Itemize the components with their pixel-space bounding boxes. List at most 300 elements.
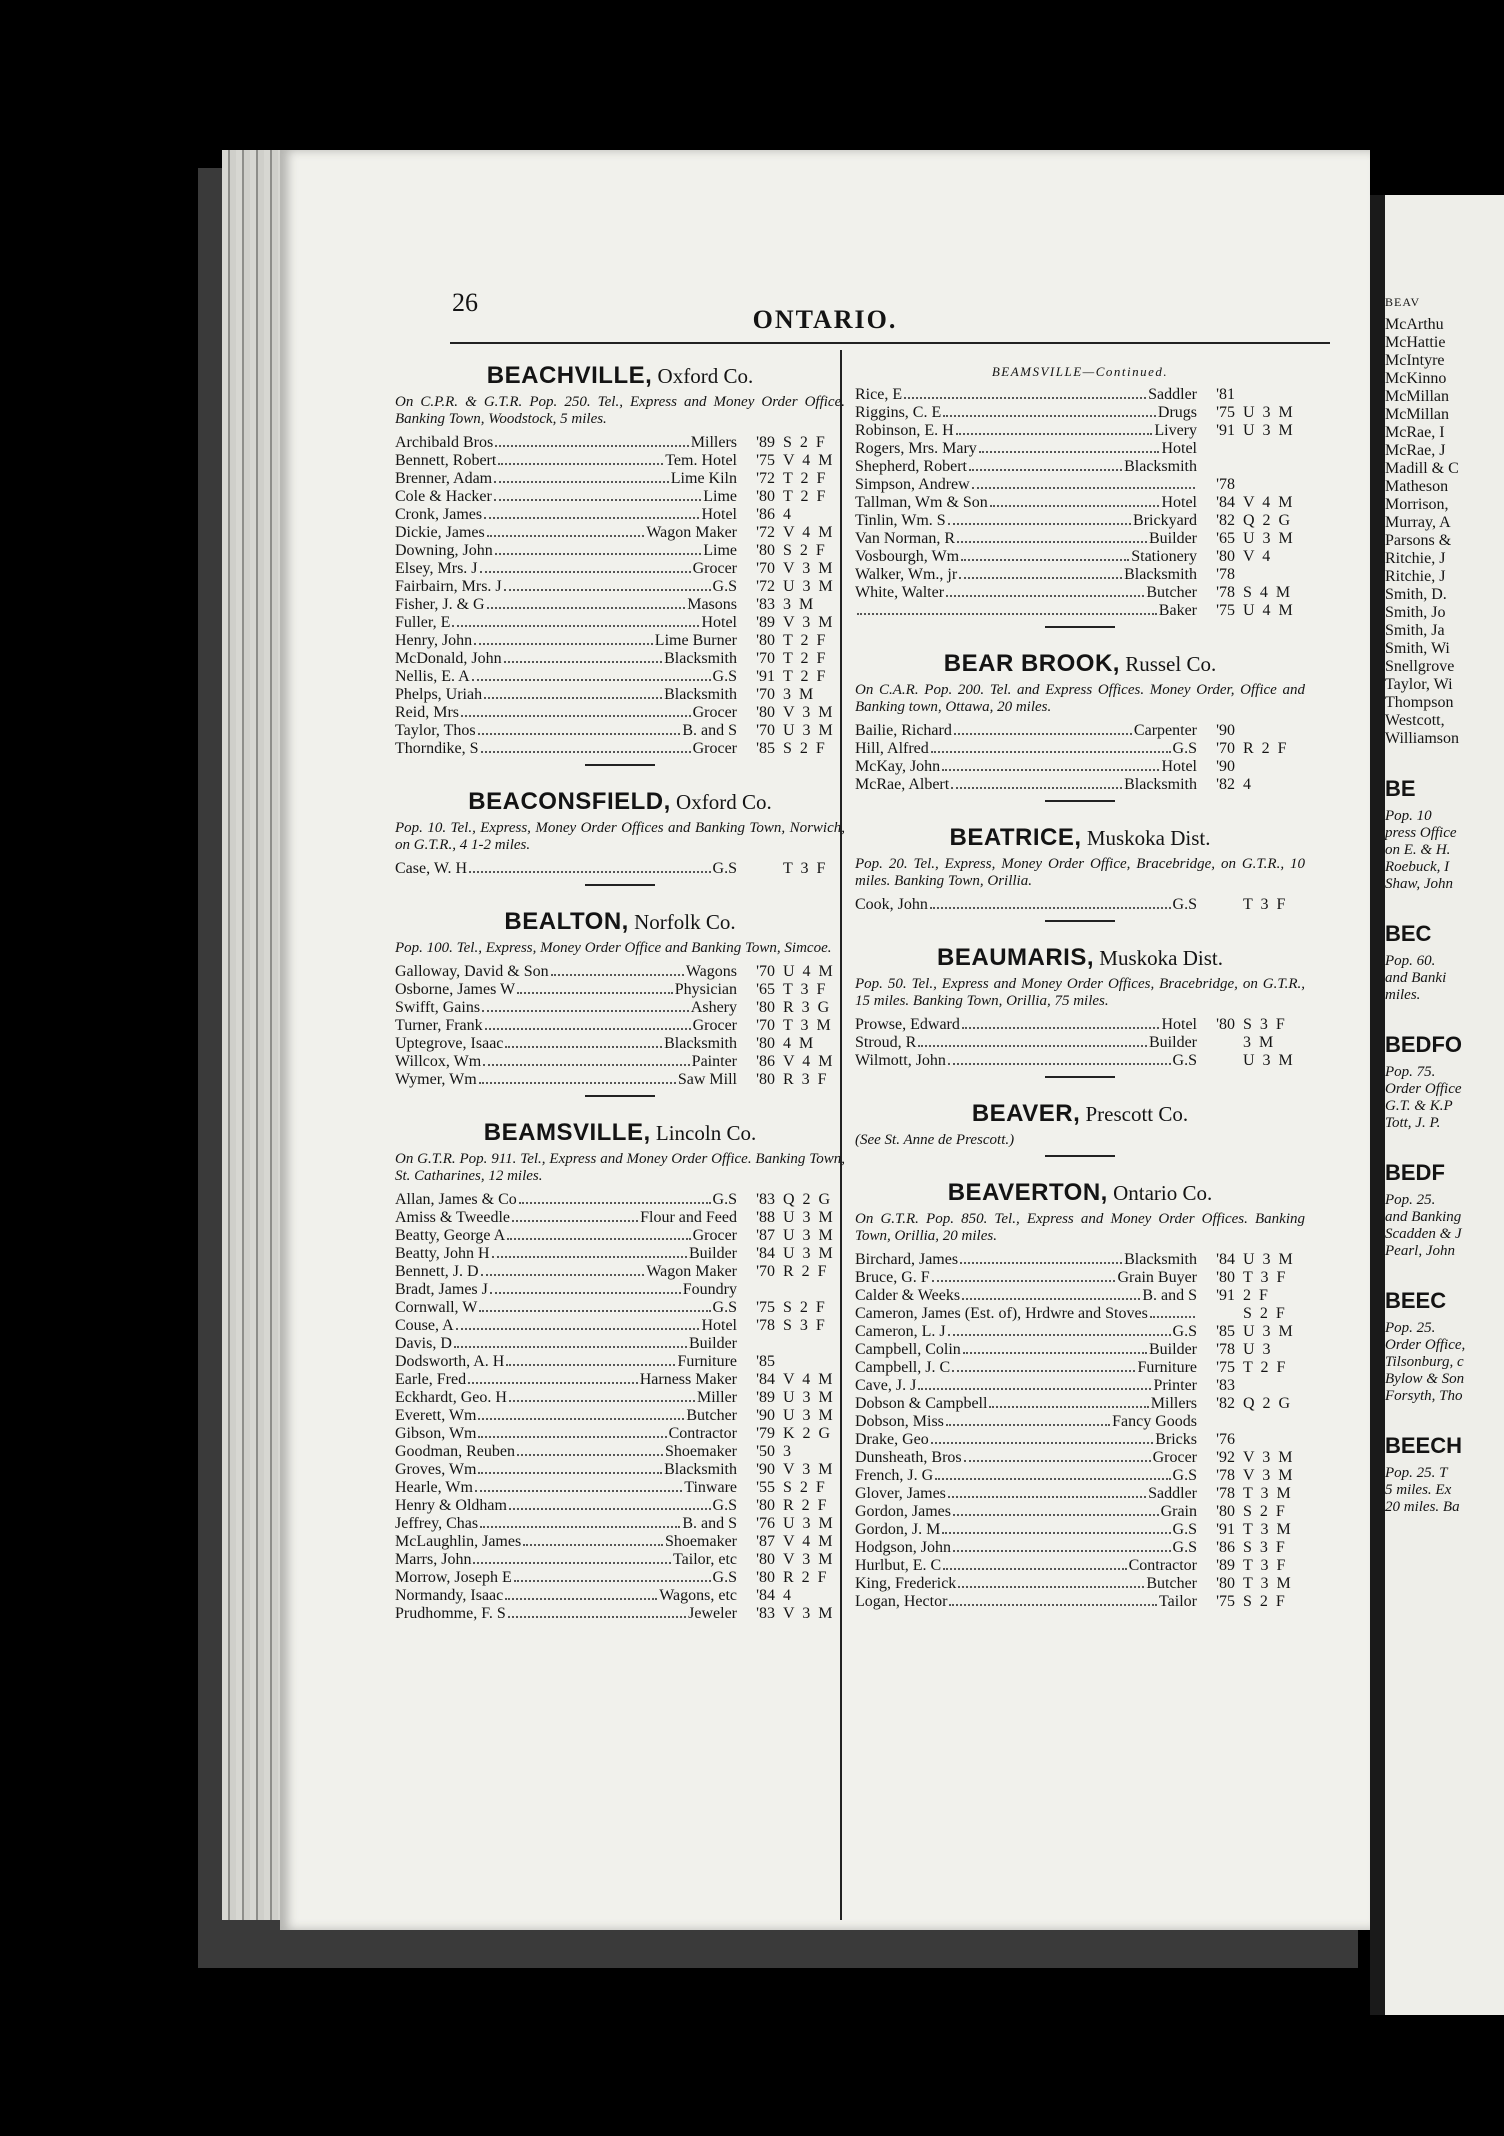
entry-rating: T 3 F xyxy=(783,860,828,877)
dot-leader xyxy=(475,1490,682,1492)
dot-leader xyxy=(953,1514,1159,1516)
entry-trade: Grain xyxy=(1160,1503,1197,1520)
entry-name: Fisher, J. & G xyxy=(395,596,485,613)
entry-trade: Stationery xyxy=(1131,548,1197,565)
entry-rating: V 4 M xyxy=(783,1053,835,1070)
entry-trade: Blacksmith xyxy=(1124,776,1197,793)
entry-trade: Ashery xyxy=(690,999,737,1016)
next-page-line: press Office xyxy=(1385,825,1457,841)
right-column xyxy=(855,362,1305,1633)
entry-trade: G.S xyxy=(712,578,737,595)
entry-rating: T 2 F xyxy=(783,470,828,487)
entry-year: '83 xyxy=(756,1605,775,1622)
town-section xyxy=(395,362,845,766)
entry-rating: S 2 F xyxy=(1243,1503,1287,1520)
town-section xyxy=(855,650,1305,802)
entry-year: '80 xyxy=(756,1497,775,1514)
entry-year: '84 xyxy=(1216,1251,1235,1268)
dot-leader xyxy=(948,1496,1146,1498)
entry-trade: Butcher xyxy=(1146,1575,1197,1592)
dot-leader xyxy=(943,1568,1126,1570)
entry-name: Nellis, E. A xyxy=(395,668,470,685)
entry-rating: 2 F xyxy=(1243,1287,1270,1304)
entry-year: '84 xyxy=(756,1245,775,1262)
entry-trade: Butcher xyxy=(1146,584,1197,601)
next-page-name: Smith, Ja xyxy=(1385,622,1445,639)
entry-year: '70 xyxy=(756,1263,775,1280)
entry-trade: Hotel xyxy=(1161,494,1197,511)
entry-year: '91 xyxy=(1216,1287,1235,1304)
directory-entry xyxy=(855,1305,1305,1323)
dot-leader xyxy=(485,1028,691,1030)
town-section xyxy=(395,1119,845,1623)
next-page-town: BEDFO xyxy=(1385,1032,1462,1057)
entry-rating: 4 M xyxy=(783,1035,816,1052)
entry-name: Cameron, L. J xyxy=(855,1323,946,1340)
entry-name: Campbell, J. C xyxy=(855,1359,951,1376)
entry-rating: R 2 F xyxy=(783,1263,829,1280)
entry-year: '70 xyxy=(756,963,775,980)
directory-entry xyxy=(855,1539,1305,1557)
directory-entry xyxy=(395,1605,845,1623)
next-page-name: Westcott, xyxy=(1385,712,1445,729)
entry-rating: T 3 F xyxy=(783,981,828,998)
town-name: BEAR BROOK, xyxy=(943,650,1120,677)
entry-year: '80 xyxy=(756,999,775,1016)
entry-rating: U 3 M xyxy=(783,722,835,739)
next-page-line: on E. & H. xyxy=(1385,842,1451,858)
dot-leader xyxy=(958,1586,1144,1588)
section-separator xyxy=(1045,1155,1115,1157)
directory-entry xyxy=(395,1353,845,1371)
dot-leader xyxy=(454,1346,687,1348)
entry-year: '80 xyxy=(756,488,775,505)
dot-leader xyxy=(979,451,1160,453)
town-description: On G.T.R. Pop. 850. Tel., Express and Money Order Offices. Banking Town, Orillia, 20 miles. xyxy=(855,1211,1305,1244)
next-page-name: McHattie xyxy=(1385,334,1446,351)
entry-name: Bruce, G. F xyxy=(855,1269,930,1286)
entry-name: Dunsheath, Bros xyxy=(855,1449,962,1466)
entry-trade: Blacksmith xyxy=(1124,458,1197,475)
dot-leader xyxy=(498,463,663,465)
next-page-town: BEEC xyxy=(1385,1288,1447,1313)
entry-rating: V 3 M xyxy=(783,1605,835,1622)
dot-leader xyxy=(481,751,691,753)
directory-entry xyxy=(395,1227,845,1245)
entry-name: Rice, E xyxy=(855,386,903,403)
entry-year: '80 xyxy=(1216,1503,1235,1520)
directory-entry xyxy=(855,1377,1305,1395)
entry-rating: S 2 F xyxy=(783,542,827,559)
next-page-name: Ritchie, J xyxy=(1385,568,1446,585)
entry-name: Hurlbut, E. C xyxy=(855,1557,942,1574)
directory-entry xyxy=(395,1587,845,1605)
directory-entry xyxy=(395,1035,845,1053)
entry-year: '75 xyxy=(1216,602,1235,619)
entry-name: Thorndike, S xyxy=(395,740,479,757)
entry-year: '78 xyxy=(756,1317,775,1334)
continued-entries xyxy=(855,386,1305,628)
entry-rating: S 2 F xyxy=(783,1299,827,1316)
dot-leader xyxy=(508,1616,686,1618)
entry-name: Bennett, J. D xyxy=(395,1263,479,1280)
next-page-name: Snellgrove xyxy=(1385,658,1455,675)
directory-entry xyxy=(395,1245,845,1263)
town-heading xyxy=(855,824,1305,852)
entry-name: Gordon, J. M xyxy=(855,1521,941,1538)
entry-rating: V 3 M xyxy=(1243,1449,1295,1466)
county-name: Lincoln Co. xyxy=(655,1121,757,1145)
directory-entry xyxy=(855,440,1305,458)
directory-entry xyxy=(395,1017,845,1035)
directory-entry xyxy=(855,1413,1305,1431)
dot-leader xyxy=(948,1063,1171,1065)
entry-year: '82 xyxy=(1216,512,1235,529)
dot-leader xyxy=(990,505,1160,507)
entry-rating: V 3 M xyxy=(783,614,835,631)
entry-year: '80 xyxy=(756,1035,775,1052)
entry-year: '70 xyxy=(756,722,775,739)
entry-trade: Hotel xyxy=(1161,758,1197,775)
directory-entry xyxy=(855,1503,1305,1521)
entry-year: '80 xyxy=(756,632,775,649)
entry-trade: Lime Burner xyxy=(654,632,737,649)
entry-year: '65 xyxy=(756,981,775,998)
entry-rating: V 4 xyxy=(1243,548,1273,565)
entry-name: Willcox, Wm xyxy=(395,1053,482,1070)
entry-name: Rogers, Mrs. Mary xyxy=(855,440,977,457)
dot-leader xyxy=(514,1580,711,1582)
entry-rating: T 3 F xyxy=(1243,1269,1288,1286)
section-separator xyxy=(1045,1076,1115,1078)
county-name: Norfolk Co. xyxy=(634,910,736,934)
next-page-line: and Banki xyxy=(1385,970,1447,986)
entry-rating: V 3 M xyxy=(783,704,835,721)
entry-trade: Hotel xyxy=(701,614,737,631)
entry-trade: Blacksmith xyxy=(664,1035,737,1052)
entry-trade: Masons xyxy=(687,596,737,613)
directory-entry xyxy=(855,1395,1305,1413)
dot-leader xyxy=(487,607,686,609)
entry-trade: G.S xyxy=(712,1191,737,1208)
entry-trade: B. and S xyxy=(682,1515,737,1532)
next-page-name: Madill & C xyxy=(1385,460,1459,477)
dot-leader xyxy=(960,1262,1122,1264)
dot-leader xyxy=(456,1328,700,1330)
entry-rating: V 3 M xyxy=(1243,1467,1295,1484)
next-page-name: McRae, J xyxy=(1385,442,1446,459)
entry-name: King, Frederick xyxy=(855,1575,957,1592)
county-name: Muskoka Dist. xyxy=(1099,946,1223,970)
directory-entry xyxy=(395,524,845,542)
dot-leader xyxy=(509,1508,711,1510)
dot-leader xyxy=(452,625,699,627)
entry-name: Fairbairn, Mrs. J xyxy=(395,578,502,595)
dot-leader xyxy=(951,787,1122,789)
entry-trade: Builder xyxy=(1149,1341,1197,1358)
dot-leader xyxy=(490,1292,681,1294)
dot-leader xyxy=(930,907,1171,909)
town-heading xyxy=(395,1119,845,1147)
dot-leader xyxy=(494,499,701,501)
entry-year: '90 xyxy=(1216,758,1235,775)
entry-name: White, Walter xyxy=(855,584,945,601)
directory-entry xyxy=(855,404,1305,422)
directory-entry xyxy=(395,452,845,470)
entry-year: '87 xyxy=(756,1227,775,1244)
entry-rating: U 3 M xyxy=(1243,422,1295,439)
dot-leader xyxy=(904,397,1146,399)
dot-leader xyxy=(487,535,645,537)
dot-leader xyxy=(507,1238,690,1240)
entry-year: '72 xyxy=(756,578,775,595)
entry-name: Earle, Fred xyxy=(395,1371,467,1388)
town-description: Pop. 20. Tel., Express, Money Order Office, Bracebridge, on G.T.R., 10 miles. Banking Town, Orillia. xyxy=(855,856,1305,889)
entry-trade: G.S xyxy=(1172,896,1197,913)
dot-leader xyxy=(918,1045,1147,1047)
county-name: Oxford Co. xyxy=(676,790,772,814)
directory-entry xyxy=(395,1515,845,1533)
entry-year: '83 xyxy=(1216,1377,1235,1394)
entry-trade: Hotel xyxy=(701,1317,737,1334)
next-page-name: Morrison, xyxy=(1385,496,1449,513)
entry-name: Calder & Weeks xyxy=(855,1287,961,1304)
directory-entry xyxy=(395,1263,845,1281)
section-separator xyxy=(585,884,655,886)
dot-leader xyxy=(479,1082,676,1084)
next-page-line: 5 miles. Ex xyxy=(1385,1482,1452,1498)
town-description: On G.T.R. Pop. 911. Tel., Express and Money Order Office. Banking Town, St. Catharines, 12 miles. xyxy=(395,1151,845,1184)
entry-rating: S 3 F xyxy=(1243,1016,1287,1033)
entry-trade: Carpenter xyxy=(1133,722,1197,739)
page-title: ONTARIO. xyxy=(752,305,898,334)
entry-name: Archibald Bros xyxy=(395,434,494,451)
entry-trade: Blacksmith xyxy=(1124,1251,1197,1268)
entry-name: Groves, Wm xyxy=(395,1461,477,1478)
entry-trade: Hotel xyxy=(1161,1016,1197,1033)
town-heading xyxy=(395,362,845,390)
town-heading xyxy=(855,650,1305,678)
entry-name: Dodsworth, A. H xyxy=(395,1353,505,1370)
next-page-name: McRae, I xyxy=(1385,424,1445,441)
entry-year: '70 xyxy=(756,560,775,577)
next-page-line: Tott, J. P. xyxy=(1385,1115,1441,1131)
dot-leader xyxy=(480,571,691,573)
entry-name: Walker, Wm., jr xyxy=(855,566,958,583)
town-name: BEAUMARIS, xyxy=(937,944,1095,971)
entry-year: '78 xyxy=(1216,566,1235,583)
entry-name: Case, W. H xyxy=(395,860,467,877)
entry-name: Amiss & Tweedle xyxy=(395,1209,511,1226)
entry-rating: R 2 F xyxy=(1243,740,1289,757)
entry-year: '91 xyxy=(1216,1521,1235,1538)
entry-name: Stroud, R xyxy=(855,1034,917,1051)
entry-rating: U 3 M xyxy=(783,578,835,595)
town-description: On C.P.R. & G.T.R. Pop. 250. Tel., Express and Money Order Office. Banking Town, Woodstock, 5 miles. xyxy=(395,394,845,427)
entry-name: Henry, John xyxy=(395,632,473,649)
entry-trade: Grocer xyxy=(692,740,737,757)
dot-leader xyxy=(519,1202,711,1204)
entry-trade: Blacksmith xyxy=(664,650,737,667)
entry-trade: G.S xyxy=(1172,740,1197,757)
dot-leader xyxy=(504,589,711,591)
entry-name: Morrow, Joseph E xyxy=(395,1569,512,1586)
dot-leader xyxy=(962,1298,1140,1300)
dot-leader xyxy=(918,1388,1151,1390)
entry-name: Prudhomme, F. S xyxy=(395,1605,506,1622)
entry-trade: Wagons, etc xyxy=(659,1587,737,1604)
next-page-name: Smith, Wi xyxy=(1385,640,1450,657)
dot-leader xyxy=(473,1562,671,1564)
entry-trade: Shoemaker xyxy=(665,1443,737,1460)
entry-year: '50 xyxy=(756,1443,775,1460)
next-page-edge xyxy=(1385,195,1504,2015)
entry-name: Hodgson, John xyxy=(855,1539,952,1556)
dot-leader xyxy=(517,1454,663,1456)
entry-trade: Tailor, etc xyxy=(673,1551,737,1568)
town-section xyxy=(855,944,1305,1078)
entry-name: Cronk, James xyxy=(395,506,483,523)
entry-name: Eckhardt, Geo. H xyxy=(395,1389,507,1406)
next-page-line: Shaw, John xyxy=(1385,876,1454,892)
county-name: Ontario Co. xyxy=(1113,1181,1213,1205)
directory-entry xyxy=(395,981,845,999)
entry-year: '75 xyxy=(756,1299,775,1316)
section-separator xyxy=(585,1095,655,1097)
entry-trade: Builder xyxy=(689,1335,737,1352)
directory-entry xyxy=(395,614,845,632)
entry-year: '72 xyxy=(756,524,775,541)
entry-year: '70 xyxy=(756,650,775,667)
entry-name: Normandy, Isaac xyxy=(395,1587,504,1604)
entry-name: Beatty, John H xyxy=(395,1245,490,1262)
dot-leader xyxy=(962,1027,1160,1029)
entry-year: '75 xyxy=(756,452,775,469)
entry-rating: U 3 M xyxy=(1243,404,1295,421)
entry-year: '78 xyxy=(1216,584,1235,601)
entry-year: '76 xyxy=(756,1515,775,1532)
entry-year: '75 xyxy=(1216,1593,1235,1610)
entry-trade: G.S xyxy=(1172,1539,1197,1556)
entry-year: '88 xyxy=(756,1209,775,1226)
directory-entry xyxy=(395,1281,845,1299)
dot-leader xyxy=(551,974,684,976)
entry-year: '85 xyxy=(756,1353,775,1370)
entry-rating: 3 M xyxy=(1243,1034,1276,1051)
entry-trade: Contractor xyxy=(1128,1557,1197,1574)
directory-entry xyxy=(395,1317,845,1335)
entry-rating: 3 xyxy=(783,1443,793,1460)
entry-year: '91 xyxy=(1216,422,1235,439)
entry-rating: V 4 M xyxy=(783,452,835,469)
dot-leader xyxy=(478,1436,666,1438)
entry-trade: Saddler xyxy=(1148,386,1197,403)
entry-name: McRae, Albert xyxy=(855,776,950,793)
entry-name: Allan, James & Co xyxy=(395,1191,517,1208)
entry-rating: 4 xyxy=(783,1587,793,1604)
entry-name: Couse, A xyxy=(395,1317,454,1334)
directory-entry xyxy=(855,1323,1305,1341)
entry-rating: Q 2 G xyxy=(1243,1395,1293,1412)
dot-leader xyxy=(959,577,1122,579)
entry-year: '78 xyxy=(1216,1341,1235,1358)
entry-trade: G.S xyxy=(712,1569,737,1586)
entry-name: McLaughlin, James xyxy=(395,1533,522,1550)
dot-leader xyxy=(478,1418,684,1420)
entry-name: Birchard, James xyxy=(855,1251,959,1268)
directory-entry xyxy=(855,1449,1305,1467)
next-page-town: BEECH xyxy=(1385,1433,1463,1458)
entry-trade: Hotel xyxy=(1161,440,1197,457)
entry-name: Logan, Hector xyxy=(855,1593,948,1610)
directory-entry xyxy=(395,1551,845,1569)
town-heading xyxy=(395,908,845,936)
town-section xyxy=(855,824,1305,922)
entry-name: Marrs, John xyxy=(395,1551,472,1568)
town-description: Pop. 10. Tel., Express, Money Order Offices and Banking Town, Norwich, on G.T.R., 4 1-2 miles. xyxy=(395,820,845,853)
dot-leader xyxy=(969,469,1122,471)
section-separator xyxy=(1045,800,1115,802)
dot-leader xyxy=(964,1460,1151,1462)
next-page-line: miles. xyxy=(1385,987,1421,1003)
directory-entry xyxy=(855,1431,1305,1449)
entry-name: Phelps, Uriah xyxy=(395,686,483,703)
entry-name: Robinson, E. H xyxy=(855,422,954,439)
next-page-name: McArthu xyxy=(1385,316,1444,333)
entry-trade: Foundry xyxy=(682,1281,737,1298)
town-name: BEALTON, xyxy=(504,908,629,935)
town-section xyxy=(395,908,845,1097)
next-page-line: Pearl, John xyxy=(1385,1243,1455,1259)
entry-trade: Furniture xyxy=(1137,1359,1197,1376)
entry-name: Turner, Frank xyxy=(395,1017,483,1034)
dot-leader xyxy=(932,1280,1116,1282)
entry-name: Jeffrey, Chas xyxy=(395,1515,479,1532)
next-page-line: Order Office, xyxy=(1385,1337,1466,1353)
entry-rating: T 2 F xyxy=(783,668,828,685)
entry-trade: Grain Buyer xyxy=(1117,1269,1197,1286)
town-description: On C.A.R. Pop. 200. Tel. and Express Offices. Money Order, Office and Banking town, Ottawa, 20 miles. xyxy=(855,682,1305,715)
entry-trade: Lime Kiln xyxy=(670,470,737,487)
entry-rating: U 4 M xyxy=(1243,602,1295,619)
directory-entry xyxy=(395,668,845,686)
directory-entry xyxy=(855,1359,1305,1377)
entry-name: Davis, D xyxy=(395,1335,452,1352)
dot-leader xyxy=(479,1310,710,1312)
dot-leader xyxy=(857,613,1157,615)
entry-trade: Physician xyxy=(674,981,737,998)
entry-trade: Saddler xyxy=(1148,1485,1197,1502)
directory-entry xyxy=(395,1461,845,1479)
entry-trade: Saw Mill xyxy=(677,1071,737,1088)
dot-leader xyxy=(948,523,1131,525)
entry-year: '86 xyxy=(756,506,775,523)
page-number: 26 xyxy=(452,288,478,317)
directory-entry xyxy=(395,542,845,560)
town-section xyxy=(855,1100,1305,1157)
entry-name: Bradt, James J xyxy=(395,1281,488,1298)
directory-entry xyxy=(395,1335,845,1353)
entry-year: '72 xyxy=(756,470,775,487)
entry-year: '90 xyxy=(1216,722,1235,739)
entry-rating: U 3 M xyxy=(783,1209,835,1226)
directory-entry xyxy=(395,1479,845,1497)
directory-entry xyxy=(395,488,845,506)
entry-year: '80 xyxy=(1216,1575,1235,1592)
entry-name: Cave, J. J xyxy=(855,1377,917,1394)
entry-trade: Jeweler xyxy=(688,1605,737,1622)
directory-entry xyxy=(395,1191,845,1209)
